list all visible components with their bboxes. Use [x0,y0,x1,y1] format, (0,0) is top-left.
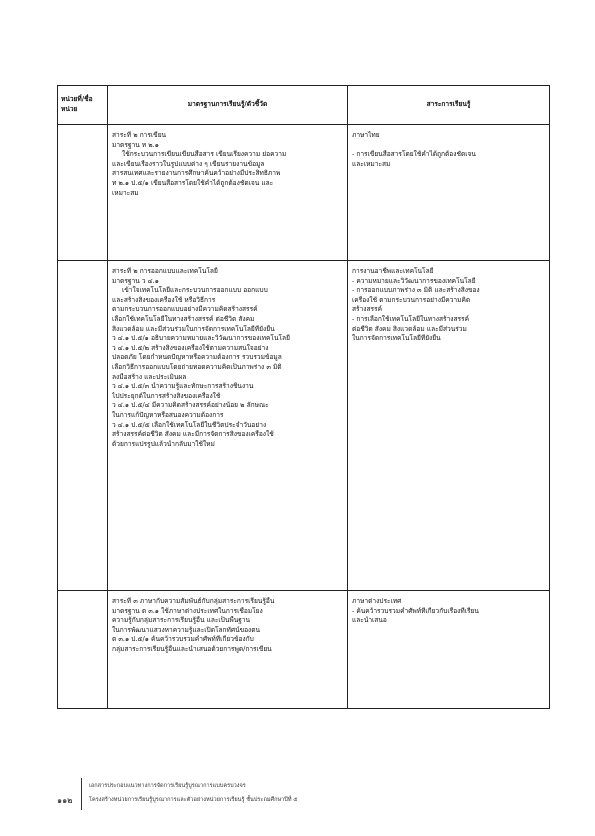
text-line: - การเลือกใช้เทคโนโลยีในทางสร้างสรรค์ [352,314,470,323]
standards-table [57,85,550,709]
unit-cell [58,125,108,261]
section-heading: ภาษาต่างประเทศ [352,597,402,605]
text-line: สิ่งแวดล้อม และมีส่วนร่วมในการจัดการเทคโนโลยีที่ยั่งยืน [112,324,275,333]
text-line: และสร้างสิ่งของเครื่องใช้ หรือวิธีการ [112,295,216,304]
text-line: มาตรฐาน ท ๒.๑ [112,140,159,149]
text-line: มาตรฐาน ต ๓.๑ ใช้ภาษาต่างประเทศในการเชื่อมโยง [112,606,263,615]
text-line: เข้าใจเทคโนโลยีและกระบวนการออกแบบ ออกแบบ [122,286,268,295]
text-line: สารสนเทศและรายงานการศึกษาค้นคว้าอย่างมีประสิทธิภาพ [112,169,281,178]
text-line: มาตรฐาน ว ๔.๑ [112,276,159,285]
page-number: ๑๑๒ [57,796,73,805]
text-line: เครื่องใช้ ตามกระบวนการอย่างมีความคิด [352,295,471,304]
footer-title: เอกสารประกอบแนวทางการจัดการเรียนรู้บูรณาการแบบครบวงจร [89,783,246,789]
standards-cell [108,125,348,261]
page-footer [57,776,549,816]
table-row [58,591,550,709]
text-line: เหมาะสม [112,188,139,197]
footer-divider [81,778,82,810]
header-content: สาระการเรียนรู้ [348,86,550,125]
text-line: ความรู้กับกลุ่มสาระการเรียนรู้อื่น และเป็นพื้นฐาน [112,616,251,625]
text-line: ต่อชีวิต สังคม สิ่งแวดล้อม และมีส่วนร่วม [352,324,467,333]
section-heading: การงานอาชีพและเทคโนโลยี [352,267,434,275]
text-line: และเขียนเรื่องราวในรูปแบบต่าง ๆ เขียนรายงานข้อมูล [112,159,265,168]
content-cell [348,125,550,261]
text-line: ว ๔.๑ ป.๕/๑ อธิบายความหมายและวิวัฒนาการของเทคโนโลยี [112,334,290,343]
standards-cell [108,261,348,591]
text-line: ในการแก้ปัญหาหรือสนองความต้องการ [112,410,224,419]
text-line: และนำเสนอ [352,616,387,625]
header-standards: มาตรฐานการเรียนรู้/ตัวชี้วัด [108,86,348,125]
table-row [58,261,550,591]
text-line: - การเขียนสื่อสารโดยใช้คำได้ถูกต้องชัดเจน [352,150,476,159]
text-line: ไปประยุกต์ในการสร้างสิ่งของเครื่องใช้ [112,391,221,400]
text-line: สร้างสรรค์ [352,305,383,314]
section-heading: สาระที่ ๓ ภาษากับความสัมพันธ์กับกลุ่มสาระการเรียนรู้อื่น [112,597,275,605]
section-heading: สาระที่ ๒ การเขียน [112,131,167,139]
content-cell [348,261,550,591]
standards-cell [108,591,348,709]
text-line: ตามกระบวนการออกแบบอย่างมีความคิดสร้างสรรค์ [112,305,258,314]
text-line: ด้วยการแปรรูปแล้วนำกลับมาใช้ใหม่ [112,439,215,448]
unit-cell [58,591,108,709]
text-line: ลงมือสร้าง และประเมินผล [112,372,187,381]
text-line: สร้างสรรค์ต่อชีวิต สังคม และมีการจัดการสิ่งของเครื่องใช้ [112,430,274,439]
content-cell [348,591,550,709]
text-line: - ความหมายและวิวัฒนาการของเทคโนโลยี [352,276,476,285]
text-line: - การออกแบบภาพร่าง ๓ มิติ และสร้างสิ่งของ [352,286,480,295]
text-line: ใช้กระบวนการเขียนเขียนสื่อสาร เขียนเรียงความ ย่อความ [122,150,287,159]
text-line: กลุ่มสาระการเรียนรู้อื่นและนำเสนอด้วยการพูด/การเขียน [112,644,272,653]
text-line: - ค้นคว้ารวบรวมคำศัพท์ที่เกี่ยวกับเรื่องที่เรียน [352,606,479,615]
text-line [352,141,545,151]
text-line: ปลอดภัย โดยกำหนดปัญหาหรือความต้องการ รวบรวมข้อมูล [112,353,282,362]
text-line: ว ๔.๑ ป.๕/๔ มีความคิดสร้างสรรค์อย่างน้อย ๒ ลักษณะ [112,401,269,410]
header-unit: หน่วยที่/ชื่อหน่วย [58,86,108,125]
text-line: เลือกวิธีการออกแบบโดยถ่ายทอดความคิดเป็นภาพร่าง ๓ มิติ [112,362,282,371]
text-line: ในการจัดการเทคโนโลยีที่ยั่งยืน [352,334,441,343]
text-line: ว ๔.๑ ป.๕/๕ เลือกใช้เทคโนโลยีในชีวิตประจำวันอย่าง [112,420,267,429]
text-line: ต ๓.๑ ป.๕/๑ ค้นคว้ารวบรวมคำศัพท์ที่เกี่ยวข้องกับ [112,635,254,644]
text-line: ว ๔.๑ ป.๕/๓ นำความรู้และทักษะการสร้างชิ้นงาน [112,382,254,391]
text-line: ท ๒.๑ ป.๕/๑ เขียนสื่อสารโดยใช้คำได้ถูกต้องชัดเจน และ [112,178,274,187]
text-line: ว ๔.๑ ป.๕/๒ สร้างสิ่งของเครื่องใช้ตามความสนใจอย่าง [112,343,269,352]
footer-subtitle: โครงสร้างหน่วยการเรียนรู้บูรณาการและตัวอย่างหน่วยการเรียนรู้ ชั้นประถมศึกษาปีที่ ๕ [89,797,298,803]
table-row [58,125,550,261]
text-line: เลือกใช้เทคโนโลยีในทางสร้างสรรค์ ต่อชีวิต สังคม [112,314,255,323]
table-header-row [58,86,550,125]
section-heading: ภาษาไทย [352,131,380,139]
text-line: และเหมาะสม [352,159,391,168]
section-heading: สาระที่ ๒ การออกแบบและเทคโนโลยี [112,267,218,275]
text-line: ในการพัฒนาแสวงหาความรู้และเปิดโลกทัศน์ของตน [112,625,261,634]
unit-cell [58,261,108,591]
